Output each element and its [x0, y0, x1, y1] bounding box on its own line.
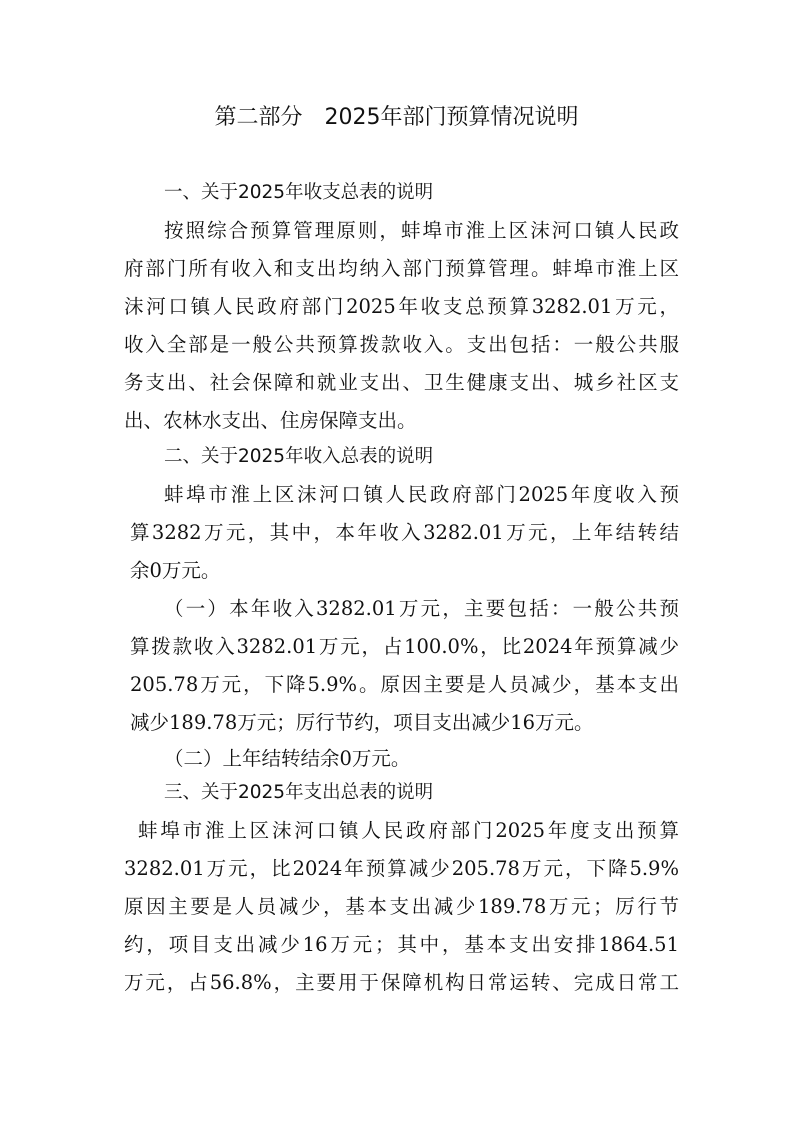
paragraph-line: 算3282万元，其中，本年收入3282.01万元，上年结转结 — [130, 521, 679, 544]
paragraph-line: 205.78万元，下降5.9%。原因主要是人员减少，基本支出 — [130, 673, 679, 696]
paragraph-line: 按照综合预算管理原则，蚌埠市淮上区沫河口镇人民政 — [164, 219, 679, 242]
paragraph-line: 减少189.78万元；厉行节约，项目支出减少16万元。 — [130, 711, 594, 734]
paragraph-line: 余0万元。 — [130, 559, 221, 582]
paragraph-line: （一）本年收入3282.01万元，主要包括：一般公共预 — [164, 597, 679, 620]
paragraph-line: （二）上年结转结余0万元。 — [164, 747, 411, 770]
paragraph-line: 府部门所有收入和支出均纳入部门预算管理。蚌埠市淮上区 — [124, 257, 679, 280]
paragraph-line: 万元，占56.8%，主要用于保障机构日常运转、完成日常工 — [124, 971, 679, 994]
section-heading-2: 二、关于2025年收入总表的说明 — [164, 446, 434, 467]
paragraph-line: 蚌埠市淮上区沫河口镇人民政府部门2025年度收入预 — [164, 483, 679, 506]
paragraph-line: 收入全部是一般公共预算拨款收入。支出包括：一般公共服 — [124, 333, 679, 356]
paragraph-line: 出、农林水支出、住房保障支出。 — [124, 409, 417, 432]
paragraph-line: 原因主要是人员减少，基本支出减少189.78万元；厉行节 — [124, 895, 679, 918]
paragraph-line: 约，项目支出减少16万元；其中，基本支出安排1864.51 — [124, 933, 679, 956]
paragraph-line: 蚌埠市淮上区沫河口镇人民政府部门2025年度支出预算 — [138, 819, 679, 842]
paragraph-line: 沫河口镇人民政府部门2025年收支总预算3282.01万元， — [124, 295, 679, 318]
section-heading-1: 一、关于2025年收支总表的说明 — [164, 182, 434, 203]
paragraph-line: 务支出、社会保障和就业支出、卫生健康支出、城乡社区支 — [124, 371, 679, 394]
section-heading-3: 三、关于2025年支出总表的说明 — [164, 782, 434, 803]
page-title: 第二部分 2025年部门预算情况说明 — [214, 105, 579, 130]
paragraph-line: 算拨款收入3282.01万元，占100.0%，比2024年预算减少 — [130, 635, 679, 658]
paragraph-line: 3282.01万元，比2024年预算减少205.78万元，下降5.9% — [124, 857, 679, 880]
